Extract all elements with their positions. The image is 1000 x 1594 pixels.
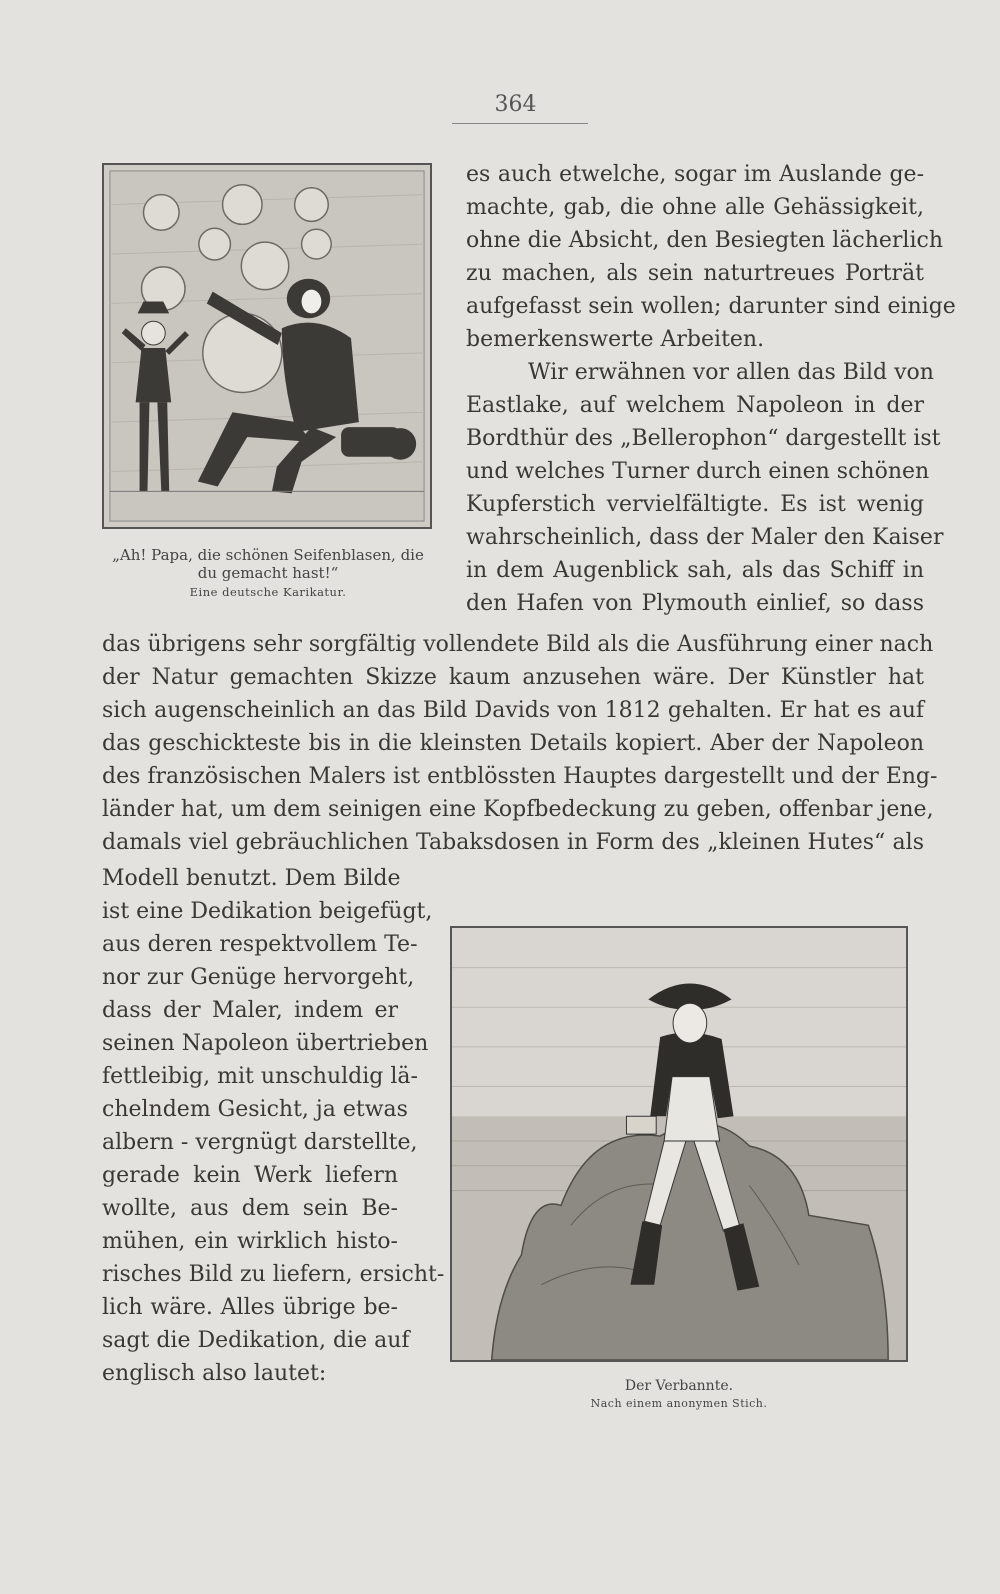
text-line: nor zur Genüge hervorgeht, bbox=[102, 965, 415, 990]
text-line: Wir erwähnen vor allen das Bild von bbox=[528, 360, 934, 385]
text-line: länder hat, um dem seinigen eine Kopfbedeckung zu geben, offenbar jene, bbox=[102, 797, 934, 822]
text-line: englisch also lautet: bbox=[102, 1361, 327, 1386]
text-line: ist eine Dedikation beigefügt, bbox=[102, 899, 433, 924]
text-line: seinen Napoleon übertrieben bbox=[102, 1031, 429, 1056]
text-line: chelndem Gesicht, ja etwas bbox=[102, 1097, 408, 1122]
exile-caption-credit: Nach einem anonymen Stich. bbox=[590, 1397, 768, 1410]
text-line: wahrscheinlich, dass der Maler den Kaiser bbox=[466, 525, 944, 550]
text-line: wollte, aus dem sein Be- bbox=[102, 1196, 398, 1221]
text-line: machte, gab, die ohne alle Gehässigkeit, bbox=[466, 195, 924, 220]
page-number: 364 bbox=[494, 92, 537, 117]
text-line: ohne die Absicht, den Besiegten lächerlich bbox=[466, 228, 943, 253]
exile-caption-title: Der Verbannte. bbox=[624, 1378, 734, 1394]
text-line: bemerkenswerte Arbeiten. bbox=[466, 327, 765, 352]
text-line: in dem Augenblick sah, als das Schiff in bbox=[466, 558, 924, 583]
text-line: mühen, ein wirklich histo- bbox=[102, 1229, 398, 1254]
text-line: das geschickteste bis in die kleinsten Details kopiert. Aber der Napoleon bbox=[102, 731, 924, 756]
text-line: es auch etwelche, sogar im Auslande ge- bbox=[466, 162, 924, 187]
text-line: dass der Maler, indem er bbox=[102, 998, 398, 1023]
exile-caption bbox=[450, 1378, 908, 1412]
text-line: risches Bild zu liefern, ersicht- bbox=[102, 1262, 445, 1287]
exile-illustration bbox=[450, 926, 908, 1362]
text-line: Eastlake, auf welchem Napoleon in der bbox=[466, 393, 924, 418]
text-line: gerade kein Werk liefern bbox=[102, 1163, 398, 1188]
caricature-caption-line1: „Ah! Papa, die schönen Seifenblasen, die bbox=[112, 546, 424, 564]
caricature-caption bbox=[100, 546, 436, 601]
caricature-caption-line2: du gemacht hast!“ bbox=[197, 564, 339, 582]
right-column-text bbox=[466, 158, 956, 620]
full-width-text bbox=[102, 628, 938, 859]
text-line: fettleibig, mit unschuldig lä- bbox=[102, 1064, 418, 1089]
caricature-caption-credit: Eine deutsche Karikatur. bbox=[189, 585, 347, 599]
text-line: albern - vergnügt darstellte, bbox=[102, 1130, 418, 1155]
text-line: und welches Turner durch einen schönen bbox=[466, 459, 930, 484]
text-line: aus deren respektvollem Te- bbox=[102, 932, 418, 957]
text-line: aufgefasst sein wollen; darunter sind einige bbox=[466, 294, 956, 319]
header-rule bbox=[452, 123, 588, 124]
text-line: den Hafen von Plymouth einlief, so dass bbox=[466, 591, 924, 616]
text-line: Modell benutzt. Dem Bilde bbox=[102, 866, 401, 891]
text-line: lich wäre. Alles übrige be- bbox=[102, 1295, 398, 1320]
text-line: des französischen Malers ist entblössten Hauptes dargestellt und der Eng- bbox=[102, 764, 938, 789]
text-line: sagt die Dedikation, die auf bbox=[102, 1328, 410, 1353]
caricature-illustration bbox=[102, 163, 432, 529]
left-column-text bbox=[102, 862, 445, 1390]
text-line: Kupferstich vervielfältigte. Es ist wenig bbox=[466, 492, 924, 517]
text-line: Bordthür des „Bellerophon“ dargestellt ist bbox=[466, 426, 941, 451]
text-line: der Natur gemachten Skizze kaum anzusehen wäre. Der Künstler hat bbox=[102, 665, 924, 690]
text-line: sich augenscheinlich an das Bild Davids von 1812 gehalten. Er hat es auf bbox=[102, 698, 924, 723]
text-line: das übrigens sehr sorgfältig vollendete Bild als die Ausführung einer nach bbox=[102, 632, 934, 657]
text-line: zu machen, als sein naturtreues Porträt bbox=[466, 261, 924, 286]
text-line: damals viel gebräuchlichen Tabaksdosen in Form des „kleinen Hutes“ als bbox=[102, 830, 924, 855]
